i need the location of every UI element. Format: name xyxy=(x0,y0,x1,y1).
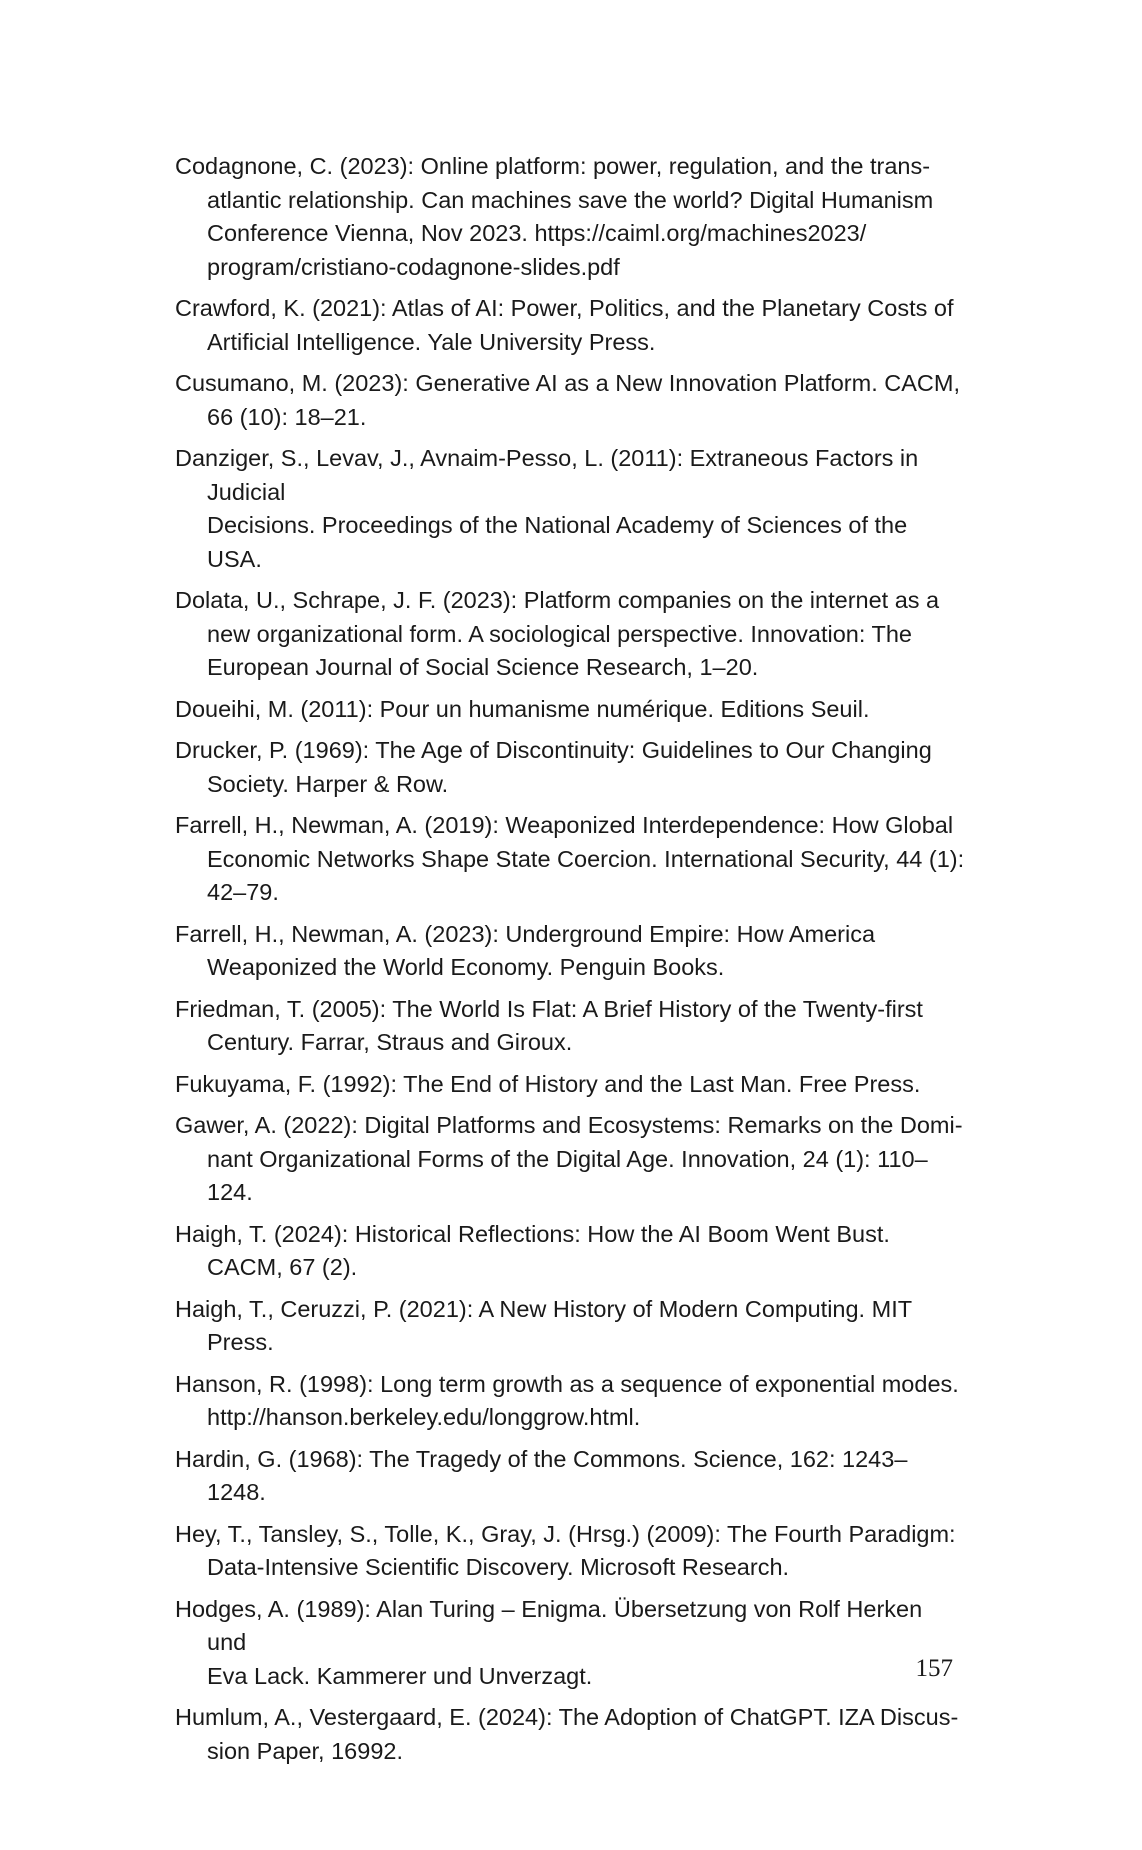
reference-entry: Doueihi, M. (2011): Pour un humanisme numérique. Editions Seuil. xyxy=(175,695,870,722)
reference-entry: Haigh, T. (2024): Historical Reflections: How the AI Boom Went Bust. CACM, 67 (2). xyxy=(175,1220,890,1280)
reference-entry: Cusumano, M. (2023): Generative AI as a New Innovation Platform. CACM, 66 (10): 18–21. xyxy=(175,370,960,430)
reference-entry: Farrell, H., Newman, A. (2019): Weaponized Interdependence: How Global Economic Networks Shape State Coercion. International Security, 44 (1): 42–79. xyxy=(175,812,965,905)
reference-entry: Codagnone, C. (2023): Online platform: power, regulation, and the trans- atlantic relationship. Can machines save the world? Digital Humanism Conference Vienna, Nov 2023. https://caiml.org/machines2023/ program/cristiano-codagnone-slides.pdf xyxy=(175,153,934,280)
reference-entry: Friedman, T. (2005): The World Is Flat: A Brief History of the Twenty-first Century. Farrar, Straus and Giroux. xyxy=(175,995,923,1055)
reference-entry: Farrell, H., Newman, A. (2023): Underground Empire: How America Weaponized the World Economy. Penguin Books. xyxy=(175,920,876,980)
reference-entry: Drucker, P. (1969): The Age of Discontinuity: Guidelines to Our Changing Society. Harper & Row. xyxy=(175,737,932,797)
reference-entry: Crawford, K. (2021): Atlas of AI: Power, Politics, and the Planetary Costs of Artificial Intelligence. Yale University Press. xyxy=(175,295,954,355)
reference-entry: Hanson, R. (1998): Long term growth as a sequence of exponential modes. http://hanson.berkeley.edu/longgrow.html. xyxy=(175,1370,959,1430)
page-number: 157 xyxy=(915,1655,953,1682)
reference-entry: Hodges, A. (1989): Alan Turing – Enigma. Übersetzung von Rolf Herken und Eva Lack. Kammerer und Unverzagt. xyxy=(175,1595,923,1689)
reference-entry: Haigh, T., Ceruzzi, P. (2021): A New History of Modern Computing. MIT Press. xyxy=(175,1295,913,1355)
reference-entry: Humlum, A., Vestergaard, E. (2024): The Adoption of ChatGPT. IZA Discus- sion Paper, 16992. xyxy=(175,1704,959,1764)
reference-entry: Danziger, S., Levav, J., Avnaim-Pesso, L. (2011): Extraneous Factors in Judicial Decisions. Proceedings of the National Academy of Sciences of the USA. xyxy=(175,445,919,572)
reference-entry: Gawer, A. (2022): Digital Platforms and Ecosystems: Remarks on the Domi- nant Organizational Forms of the Digital Age. Innovation, 24 (1): 110–124. xyxy=(175,1112,963,1205)
reference-list xyxy=(175,150,965,1776)
reference-entry: Hardin, G. (1968): The Tragedy of the Commons. Science, 162: 1243–1248. xyxy=(175,1445,908,1505)
reference-entry: Hey, T., Tansley, S., Tolle, K., Gray, J. (Hrsg.) (2009): The Fourth Paradigm: Data-Intensive Scientific Discovery. Microsoft Research. xyxy=(175,1520,956,1580)
reference-entry: Fukuyama, F. (1992): The End of History and the Last Man. Free Press. xyxy=(175,1070,921,1097)
reference-entry: Dolata, U., Schrape, J. F. (2023): Platform companies on the internet as a new organizational form. A sociological perspective. Innovation: The European Journal of Social Science Research, 1–20. xyxy=(175,587,940,680)
